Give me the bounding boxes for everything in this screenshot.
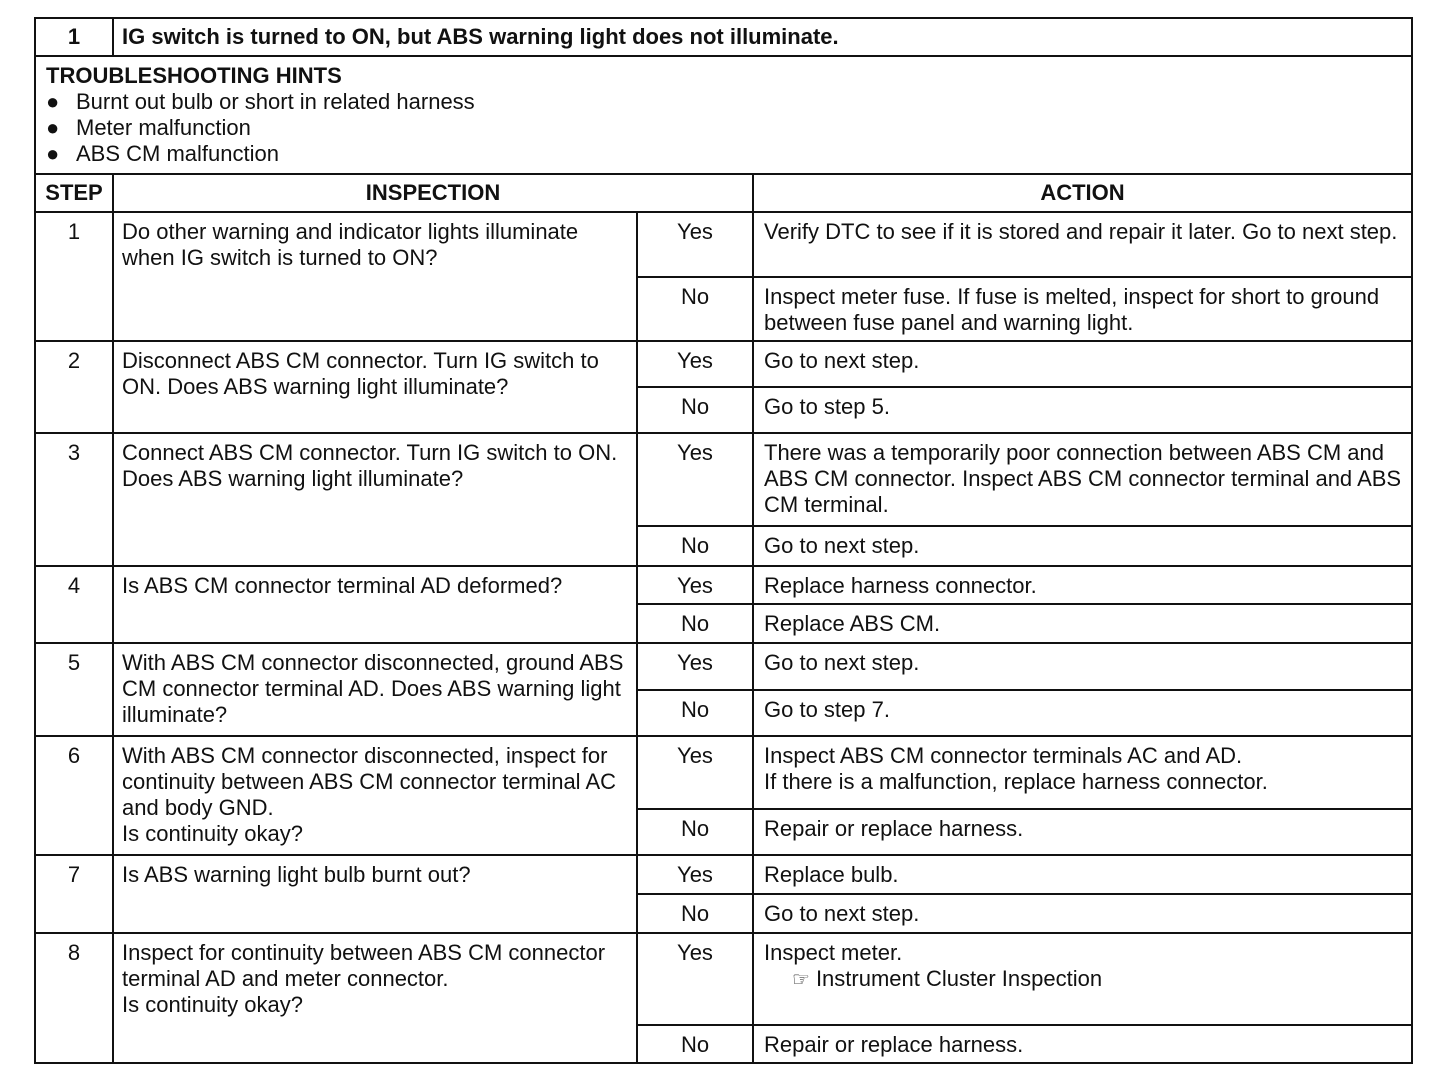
action-text: Go to next step. <box>753 341 1412 387</box>
table-row <box>35 341 1412 387</box>
answer-no: No <box>637 894 753 933</box>
answer-no: No <box>637 387 753 433</box>
header-inspection: INSPECTION <box>113 174 753 212</box>
inspection-text: Is ABS warning light bulb burnt out? <box>113 855 637 933</box>
table-row <box>35 933 1412 1025</box>
hints-row <box>35 56 1412 174</box>
step-number: 8 <box>35 933 113 1063</box>
table-row <box>35 736 1412 809</box>
action-line: If there is a malfunction, replace harness connector. <box>764 769 1268 794</box>
hint-text: Burnt out bulb or short in related harness <box>76 89 475 114</box>
action-text: Repair or replace harness. <box>753 809 1412 855</box>
action-text: Go to step 5. <box>753 387 1412 433</box>
hint-item <box>46 89 1401 115</box>
hint-item <box>46 115 1401 141</box>
action-text: Go to step 7. <box>753 690 1412 736</box>
bullet-icon: ● <box>46 141 60 166</box>
action-text: Replace harness connector. <box>753 566 1412 604</box>
action-text <box>753 736 1412 809</box>
page-title: IG switch is turned to ON, but ABS warning light does not illuminate. <box>113 18 1412 56</box>
answer-no: No <box>637 809 753 855</box>
bullet-icon: ● <box>46 89 60 114</box>
pointing-hand-icon: ☞ <box>792 969 810 991</box>
action-text: Replace bulb. <box>753 855 1412 894</box>
action-text: Inspect meter fuse. If fuse is melted, inspect for short to ground between fuse panel and warning light. <box>753 277 1412 341</box>
reference-text: Instrument Cluster Inspection <box>815 966 1103 991</box>
inspection-text: Connect ABS CM connector. Turn IG switch to ON. Does ABS warning light illuminate? <box>113 433 637 566</box>
hint-text: Meter malfunction <box>76 115 251 140</box>
action-text: There was a temporarily poor connection between ABS CM and ABS CM connector. Inspect ABS CM connector terminal and ABS CM terminal. <box>753 433 1412 526</box>
bullet-icon: ● <box>46 115 60 140</box>
hint-text: ABS CM malfunction <box>76 141 279 166</box>
inspection-line: With ABS CM connector disconnected, inspect for continuity between ABS CM connector terminal AC and body GND. <box>122 743 617 820</box>
inspection-text <box>113 933 637 1063</box>
table-row <box>35 855 1412 894</box>
step-number: 5 <box>35 643 113 736</box>
step-number: 6 <box>35 736 113 855</box>
step-number: 4 <box>35 566 113 643</box>
reference-link[interactable] <box>764 966 1403 993</box>
troubleshooting-hints <box>35 56 1412 174</box>
answer-yes: Yes <box>637 736 753 809</box>
inspection-text: Is ABS CM connector terminal AD deformed? <box>113 566 637 643</box>
hint-item <box>46 141 1401 167</box>
action-text: Go to next step. <box>753 643 1412 690</box>
answer-yes: Yes <box>637 933 753 1025</box>
answer-no: No <box>637 1025 753 1063</box>
step-number: 7 <box>35 855 113 933</box>
action-text: Verify DTC to see if it is stored and repair it later. Go to next step. <box>753 212 1412 277</box>
answer-yes: Yes <box>637 433 753 526</box>
table-row <box>35 643 1412 690</box>
action-text: Go to next step. <box>753 894 1412 933</box>
table-row <box>35 212 1412 277</box>
troubleshooting-table <box>34 17 1413 1064</box>
table-row <box>35 433 1412 526</box>
answer-no: No <box>637 526 753 566</box>
answer-yes: Yes <box>637 566 753 604</box>
step-number: 2 <box>35 341 113 433</box>
answer-no: No <box>637 277 753 341</box>
inspection-text <box>113 736 637 855</box>
answer-yes: Yes <box>637 341 753 387</box>
answer-yes: Yes <box>637 212 753 277</box>
action-line: Inspect meter. <box>764 940 903 965</box>
action-line: Inspect ABS CM connector terminals AC and AD. <box>764 743 1243 768</box>
answer-no: No <box>637 604 753 643</box>
answer-no: No <box>637 690 753 736</box>
column-header-row <box>35 174 1412 212</box>
inspection-text: With ABS CM connector disconnected, ground ABS CM connector terminal AD. Does ABS warning light illuminate? <box>113 643 637 736</box>
step-number: 3 <box>35 433 113 566</box>
inspection-line: Is continuity okay? <box>122 821 303 846</box>
action-text: Repair or replace harness. <box>753 1025 1412 1063</box>
action-text: Go to next step. <box>753 526 1412 566</box>
answer-yes: Yes <box>637 643 753 690</box>
table-row <box>35 566 1412 604</box>
inspection-text: Disconnect ABS CM connector. Turn IG switch to ON. Does ABS warning light illuminate? <box>113 341 637 433</box>
troubleshooting-document <box>34 17 1411 1064</box>
inspection-line: Inspect for continuity between ABS CM connector terminal AD and meter connector. <box>122 940 606 991</box>
hints-heading: TROUBLESHOOTING HINTS <box>46 63 342 88</box>
title-row <box>35 18 1412 56</box>
action-text <box>753 933 1412 1025</box>
inspection-text: Do other warning and indicator lights illuminate when IG switch is turned to ON? <box>113 212 637 341</box>
step-number: 1 <box>35 212 113 341</box>
title-number: 1 <box>35 18 113 56</box>
header-step: STEP <box>35 174 113 212</box>
inspection-line: Is continuity okay? <box>122 992 303 1017</box>
action-text: Replace ABS CM. <box>753 604 1412 643</box>
answer-yes: Yes <box>637 855 753 894</box>
header-action: ACTION <box>753 174 1412 212</box>
